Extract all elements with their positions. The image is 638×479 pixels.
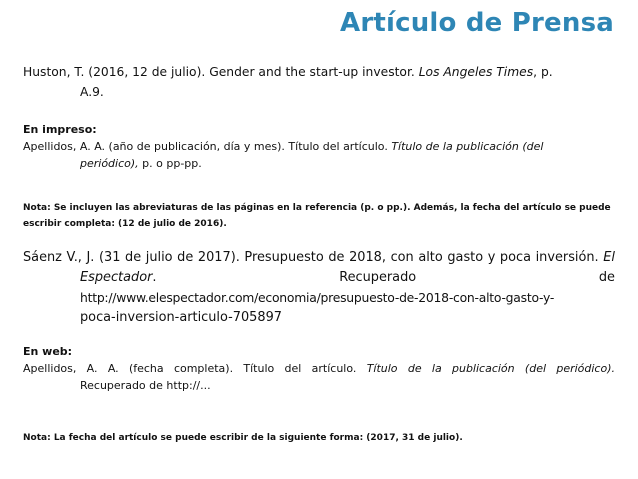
- reference-text: , p.: [533, 65, 553, 79]
- note-abbreviations: [23, 200, 615, 232]
- note-date-format: Nota: La fecha del artículo se puede escribir de la siguiente forma: (2017, 31 de julio).: [23, 433, 463, 443]
- reference-text: Huston, T. (2016, 12 de julio). Gender and the start-up investor.: [23, 65, 419, 79]
- publication-name: Los Angeles Times: [418, 65, 534, 79]
- format-italic: periódico),: [80, 157, 139, 170]
- format-text: Recuperado de http://...: [80, 379, 211, 392]
- reference-page: A.9.: [80, 85, 104, 99]
- note-line: escribir completa: (12 de julio de 2016).: [23, 219, 227, 229]
- format-italic: Título de la publicación (del: [391, 140, 544, 153]
- publication-name: Espectador: [80, 270, 153, 285]
- reference-text: Recuperado: [339, 270, 417, 285]
- section-label-print: En impreso:: [23, 123, 97, 136]
- format-web: [23, 360, 615, 394]
- reference-url: poca-inversion-articulo-705897: [80, 310, 282, 325]
- reference-text: .: [152, 270, 157, 285]
- format-italic: Título de la publicación (del periódico).: [366, 362, 615, 375]
- reference-url: http://www.elespectador.com/economia/presupuesto-de-2018-con-alto-gasto-y-: [80, 290, 555, 305]
- reference-huston: [23, 62, 615, 102]
- format-text: Apellidos, A. A. (fecha completa). Título del artículo.: [23, 362, 367, 375]
- section-label-web: En web:: [23, 345, 73, 358]
- format-text: p. o pp-pp.: [138, 157, 202, 170]
- publication-name: El: [603, 250, 615, 265]
- reference-text: de: [598, 270, 615, 285]
- note-line: Nota: Se incluyen las abreviaturas de las páginas en la referencia (p. o pp.). Además, la fecha del artículo se puede: [23, 203, 611, 213]
- format-text: Apellidos, A. A. (año de publicación, día y mes). Título del artículo.: [23, 140, 392, 153]
- format-print: [23, 138, 615, 172]
- page-title: Artículo de Prensa: [340, 8, 614, 38]
- reference-saenz: [23, 248, 615, 328]
- reference-text: Sáenz V., J. (31 de julio de 2017). Presupuesto de 2018, con alto gasto y poca inversión.: [23, 250, 604, 265]
